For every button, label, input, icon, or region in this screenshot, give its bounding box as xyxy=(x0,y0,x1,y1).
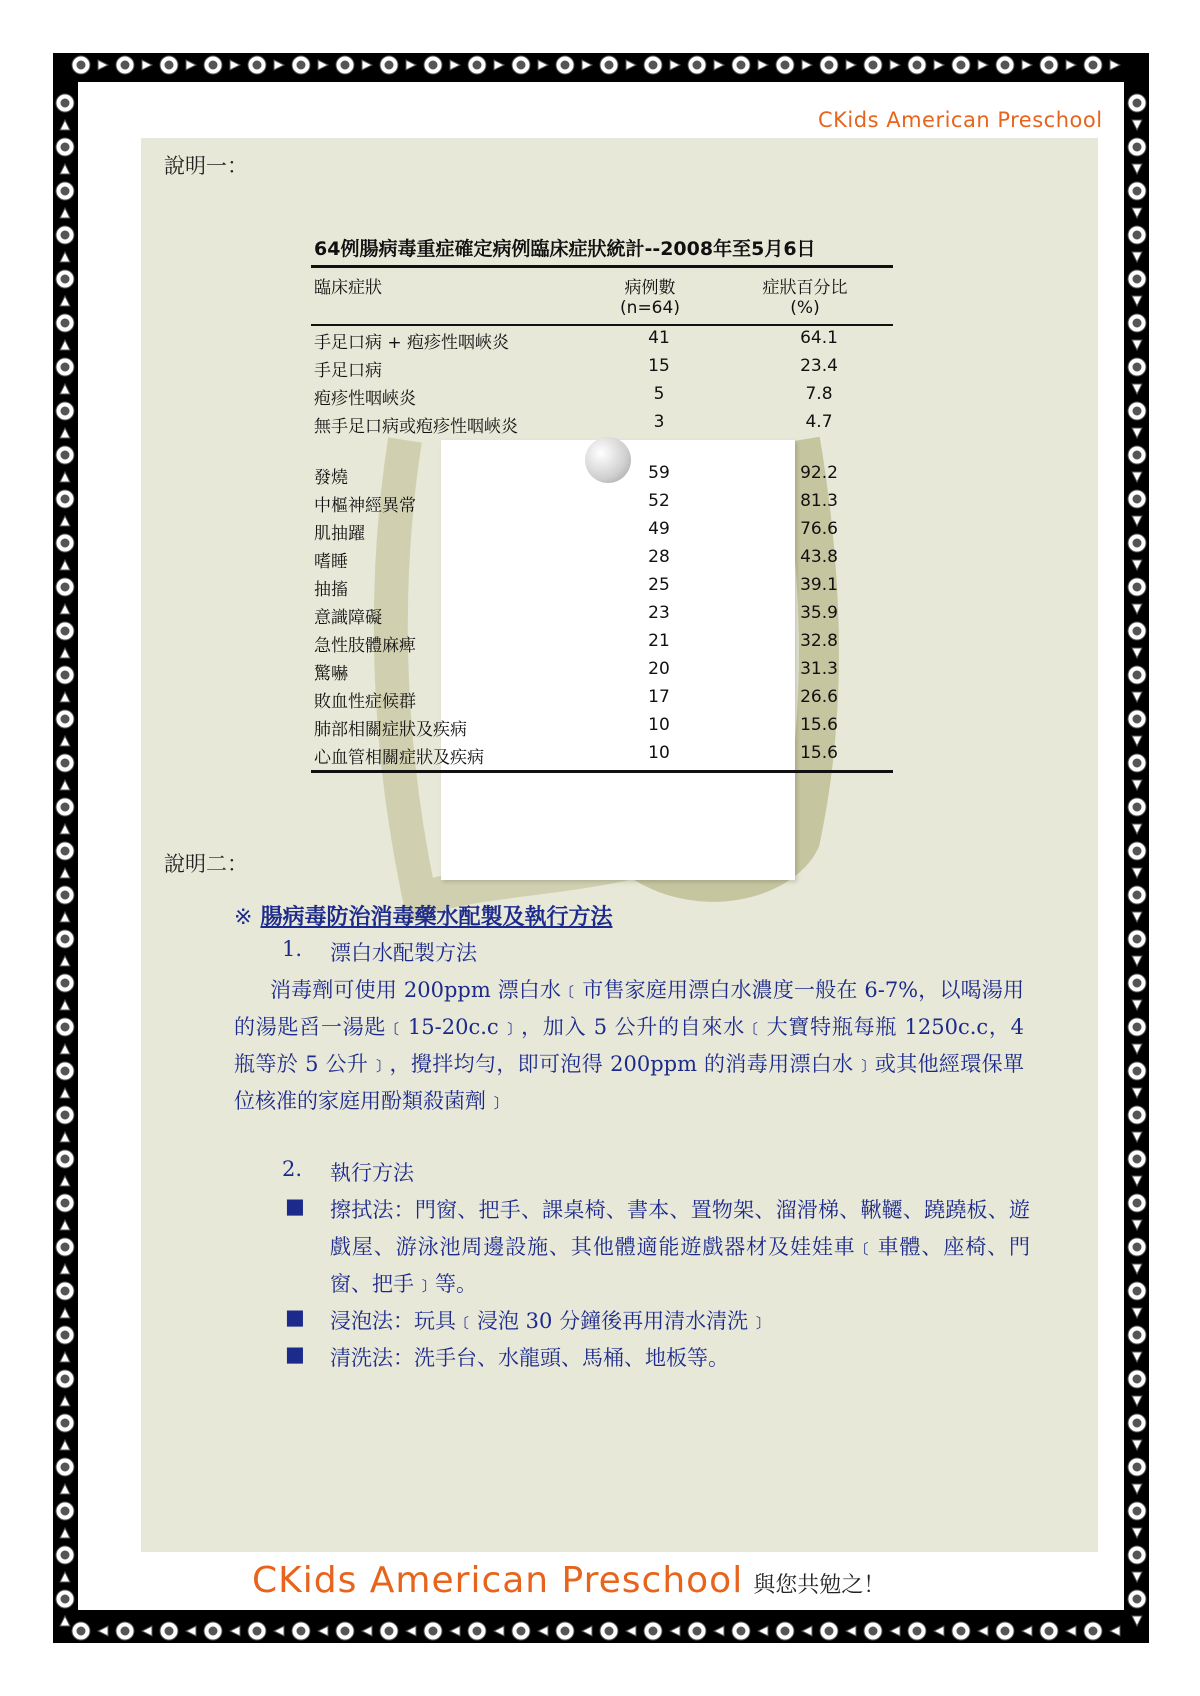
symptom-name: 心血管相關症狀及疾病 xyxy=(314,748,484,768)
symptom-percent: 76.6 xyxy=(800,519,838,539)
col-count-header: 病例數 xyxy=(624,278,676,298)
symptom-percent: 43.8 xyxy=(800,547,838,567)
symptom-percent: 26.6 xyxy=(800,687,838,707)
case-count: 17 xyxy=(648,687,670,707)
symptom-name: 疱疹性咽峽炎 xyxy=(314,389,416,409)
bullet-soak: 浸泡法：玩具﹝浸泡 30 分鐘後再用清水清洗﹞ xyxy=(330,1309,770,1333)
symptom-percent: 64.1 xyxy=(800,328,838,348)
case-count: 52 xyxy=(648,491,670,511)
table-row xyxy=(314,743,894,769)
symptom-name: 嗜睡 xyxy=(314,552,348,572)
table-row xyxy=(314,491,894,517)
bullet-icon: ■ xyxy=(285,1194,305,1218)
table-row xyxy=(314,603,894,629)
symptom-name: 意識障礙 xyxy=(314,608,382,628)
case-count: 20 xyxy=(648,659,670,679)
bullet-wipe: 擦拭法：門窗、把手、課桌椅、書本、置物架、溜滑梯、鞦韆、蹺蹺板、遊戲屋、游泳池周邊設施、其他體適能遊戲器材及娃娃車﹝車體、座椅、門窗、把手﹞等。 xyxy=(330,1198,1030,1296)
table-row xyxy=(314,412,894,438)
table-title: 64例腸病毒重症確定病例臨床症狀統計--2008年至5月6日 xyxy=(314,238,816,260)
symptom-percent: 92.2 xyxy=(800,463,838,483)
symptom-name: 肌抽躍 xyxy=(314,524,365,544)
item2-number: 2. xyxy=(282,1157,303,1181)
symptom-name: 手足口病 + 疱疹性咽峽炎 xyxy=(314,333,510,353)
table-row xyxy=(314,631,894,657)
col-count-subheader: (n=64) xyxy=(620,298,680,318)
case-count: 25 xyxy=(648,575,670,595)
table-row xyxy=(314,687,894,713)
col-percent-subheader: (%) xyxy=(790,298,820,318)
col-symptom-header: 臨床症狀 xyxy=(314,278,382,298)
table-bottom-rule xyxy=(311,770,893,773)
bullet-wash: 清洗法：洗手台、水龍頭、馬桶、地板等。 xyxy=(330,1346,729,1370)
table-row xyxy=(314,659,894,685)
symptom-name: 中樞神經異常 xyxy=(314,496,416,516)
case-count: 49 xyxy=(648,519,670,539)
footer-tagline: 與您共勉之！ xyxy=(753,1573,886,1598)
table-row xyxy=(314,519,894,545)
case-count: 10 xyxy=(648,743,670,763)
item1-label: 漂白水配製方法 xyxy=(330,941,477,965)
col-percent-header: 症狀百分比 xyxy=(762,278,848,298)
footer xyxy=(252,1560,885,1601)
symptom-name: 急性肢體麻痺 xyxy=(314,636,416,656)
symptom-name: 肺部相關症狀及疾病 xyxy=(314,720,467,740)
case-count: 10 xyxy=(648,715,670,735)
table-row xyxy=(314,575,894,601)
item2-label: 執行方法 xyxy=(330,1161,414,1185)
symptom-percent: 31.3 xyxy=(800,659,838,679)
case-count: 5 xyxy=(653,384,665,404)
symptom-percent: 39.1 xyxy=(800,575,838,595)
table-row xyxy=(314,463,894,489)
table-row xyxy=(314,384,894,410)
symptom-name: 抽搐 xyxy=(314,580,348,600)
reference-mark: ※ xyxy=(234,905,253,930)
table-row xyxy=(314,328,894,354)
symptom-name: 發燒 xyxy=(314,468,348,488)
symptom-name: 驚嚇 xyxy=(314,664,348,684)
header-brand: CKids American Preschool xyxy=(818,108,1103,132)
bullet-icon: ■ xyxy=(285,1342,305,1366)
symptom-name: 敗血性症候群 xyxy=(314,692,416,712)
disinfection-title-text: 腸病毒防治消毒藥水配製及執行方法 xyxy=(260,904,613,930)
disinfection-title xyxy=(234,900,612,931)
symptom-name: 無手足口病或疱疹性咽峽炎 xyxy=(314,417,518,437)
section2-heading: 說明二： xyxy=(164,852,248,876)
bleach-paragraph: 消毒劑可使用 200ppm 漂白水﹝市售家庭用漂白水濃度一般在 6-7%，以喝湯用的湯匙舀一湯匙﹝15-20c.c﹞，加入 5 公升的自來水﹝大寶特瓶每瓶 1250c.c，4 瓶等於 5 公升﹞，攪拌均勻，即可泡得 200ppm 的消毒用漂白水﹞或其他經環保單位核准的家庭用酚類殺菌劑﹞ xyxy=(234,978,1024,1113)
symptom-name: 手足口病 xyxy=(314,361,382,381)
table-row xyxy=(314,715,894,741)
case-count: 28 xyxy=(648,547,670,567)
case-count: 59 xyxy=(648,463,670,483)
symptom-percent: 4.7 xyxy=(805,412,833,432)
symptom-percent: 32.8 xyxy=(800,631,838,651)
symptom-percent: 15.6 xyxy=(800,743,838,763)
table-top-rule xyxy=(311,265,893,268)
bullet-icon: ■ xyxy=(285,1305,305,1329)
case-count: 15 xyxy=(648,356,670,376)
symptom-percent: 35.9 xyxy=(800,603,838,623)
symptom-percent: 81.3 xyxy=(800,491,838,511)
table-header-rule xyxy=(311,324,893,326)
table-row xyxy=(314,547,894,573)
section1-heading: 說明一： xyxy=(164,154,248,178)
symptom-percent: 7.8 xyxy=(805,384,833,404)
footer-brand: CKids American Preschool xyxy=(252,1560,744,1601)
case-count: 23 xyxy=(648,603,670,623)
symptom-percent: 23.4 xyxy=(800,356,838,376)
item1-number: 1. xyxy=(282,937,303,961)
case-count: 3 xyxy=(653,412,665,432)
symptom-percent: 15.6 xyxy=(800,715,838,735)
case-count: 41 xyxy=(648,328,670,348)
case-count: 21 xyxy=(648,631,670,651)
table-row xyxy=(314,356,894,382)
